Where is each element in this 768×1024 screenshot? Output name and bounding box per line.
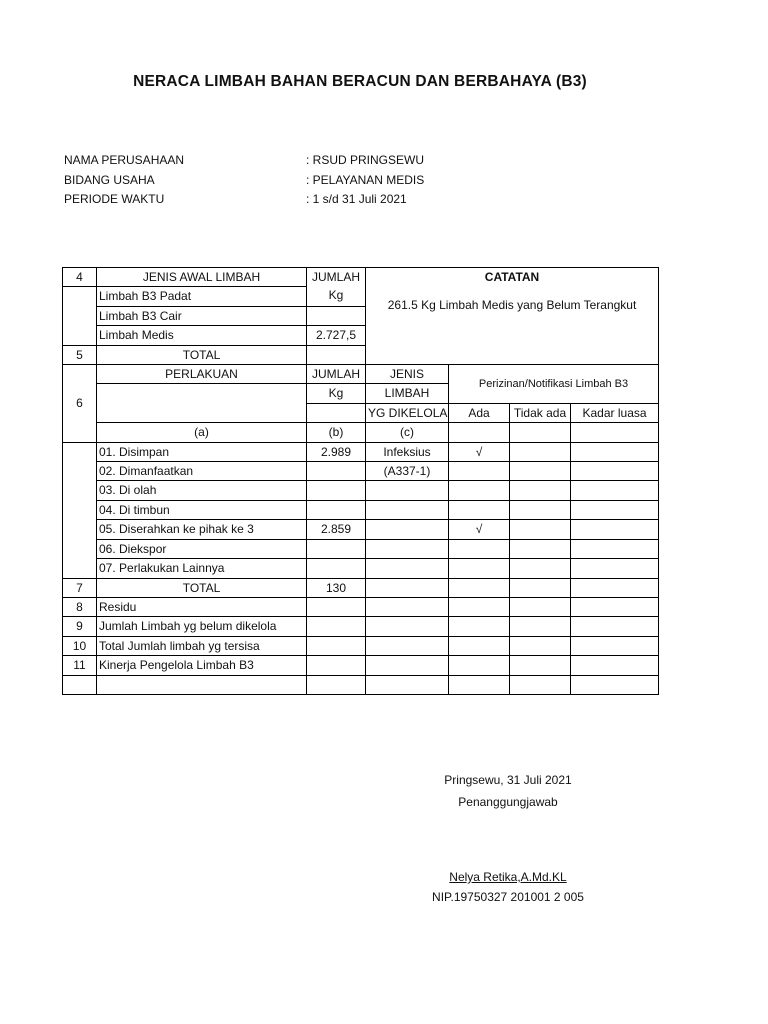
column-header-jenis-awal: JENIS AWAL LIMBAH <box>97 268 307 287</box>
blank-cell <box>449 423 510 442</box>
info-label: PERIODE WAKTU <box>64 192 165 206</box>
treatment-amount: 2.859 <box>307 520 366 539</box>
blank-cell <box>510 617 571 636</box>
blank-cell <box>97 675 307 694</box>
table-header-row <box>63 365 659 384</box>
blank-cell <box>510 462 571 481</box>
blank-cell <box>307 656 366 675</box>
table-row <box>63 636 659 655</box>
row-number: 5 <box>63 345 97 364</box>
treatment-amount: 2.989 <box>307 442 366 461</box>
blank-cell <box>571 500 659 519</box>
blank-cell <box>571 617 659 636</box>
table-row <box>63 520 659 539</box>
blank-cell <box>366 578 449 597</box>
blank-cell <box>63 675 97 694</box>
header-sub-c: (c) <box>366 423 449 442</box>
blank-cell <box>571 442 659 461</box>
row-number: 11 <box>63 656 97 675</box>
treatment-label: 04. Di timbun <box>97 500 307 519</box>
header-line: Kg <box>328 288 344 303</box>
blank-cell <box>510 636 571 655</box>
blank-cell <box>366 675 449 694</box>
blank-cell <box>510 442 571 461</box>
total-label: TOTAL <box>97 345 307 364</box>
header-line: JENIS <box>366 365 449 384</box>
signature-role: Penanggungjawab <box>458 795 558 809</box>
info-value: : 1 s/d 31 Juli 2021 <box>306 192 407 206</box>
table-row <box>63 539 659 558</box>
total-amount <box>307 345 366 364</box>
check-mark: √ <box>449 442 510 461</box>
header-line: Kg <box>307 384 366 403</box>
row-label: Kinerja Pengelola Limbah B3 <box>97 656 307 675</box>
treatment-amount <box>307 462 366 481</box>
blank-cell <box>449 675 510 694</box>
blank-cell <box>571 675 659 694</box>
treatment-waste-type <box>366 500 449 519</box>
blank-cell <box>449 656 510 675</box>
treatment-label: 07. Perlakukan Lainnya <box>97 559 307 578</box>
header-line: JUMLAH <box>311 270 360 284</box>
table-row <box>63 500 659 519</box>
total-label: TOTAL <box>97 578 307 597</box>
header-sub-a: (a) <box>97 423 307 442</box>
column-header-tidak-ada: Tidak ada <box>510 403 571 422</box>
table-row <box>63 656 659 675</box>
blank-cell <box>571 597 659 616</box>
row-label: Jumlah Limbah yg belum dikelola <box>97 617 307 636</box>
blank-cell <box>307 597 366 616</box>
treatment-label: 06. Diekspor <box>97 539 307 558</box>
treatment-label: 05. Diserahkan ke pihak ke 3 <box>97 520 307 539</box>
header-sub-b: (b) <box>307 423 366 442</box>
waste-amount <box>307 306 366 325</box>
header-line: LIMBAH <box>366 384 449 403</box>
info-value: : RSUD PRINGSEWU <box>306 153 425 167</box>
waste-type-label: Limbah B3 Padat <box>97 287 307 306</box>
catatan-note: 261.5 Kg Limbah Medis yang Belum Terangkut <box>387 298 637 313</box>
column-header-jumlah <box>307 268 366 307</box>
info-value: : PELAYANAN MEDIS <box>306 172 425 187</box>
treatment-waste-type <box>366 539 449 558</box>
check-mark <box>449 539 510 558</box>
treatment-amount <box>307 481 366 500</box>
blank-cell <box>449 636 510 655</box>
info-label: NAMA PERUSAHAAN <box>64 153 185 167</box>
blank-cell <box>366 636 449 655</box>
check-mark <box>449 481 510 500</box>
blank-cell <box>510 520 571 539</box>
treatment-amount <box>307 500 366 519</box>
blank-cell <box>510 675 571 694</box>
check-mark: √ <box>449 520 510 539</box>
table-row <box>63 617 659 636</box>
blank-cell <box>510 578 571 597</box>
row-number: 9 <box>63 617 97 636</box>
column-header-ada: Ada <box>449 403 510 422</box>
blank-cell <box>571 656 659 675</box>
blank-cell <box>510 500 571 519</box>
blank-cell <box>366 597 449 616</box>
row-number: 6 <box>63 365 97 443</box>
blank-cell <box>571 423 659 442</box>
blank-cell <box>63 287 97 345</box>
treatment-waste-type <box>366 559 449 578</box>
blank-cell <box>366 656 449 675</box>
catatan-cell <box>366 268 659 365</box>
row-label: Residu <box>97 597 307 616</box>
info-label: BIDANG USAHA <box>64 172 155 187</box>
blank-cell <box>449 597 510 616</box>
blank-cell <box>571 559 659 578</box>
check-mark <box>449 462 510 481</box>
blank-cell <box>571 636 659 655</box>
info-row-period <box>64 192 424 212</box>
total-row <box>63 578 659 597</box>
blank-cell <box>510 559 571 578</box>
row-number: 10 <box>63 636 97 655</box>
treatment-waste-type: Infeksius <box>366 442 449 461</box>
row-number: 4 <box>63 268 97 287</box>
blank-cell <box>97 384 307 423</box>
check-mark <box>449 500 510 519</box>
blank-cell <box>510 597 571 616</box>
company-info <box>64 153 424 212</box>
treatment-label: 03. Di olah <box>97 481 307 500</box>
treatment-waste-type <box>366 481 449 500</box>
info-row-company <box>64 153 424 173</box>
blank-cell <box>307 636 366 655</box>
blank-cell <box>510 423 571 442</box>
blank-cell <box>510 656 571 675</box>
blank-cell <box>63 442 97 578</box>
blank-cell <box>307 403 366 422</box>
waste-type-label: Limbah B3 Cair <box>97 306 307 325</box>
table-row <box>63 481 659 500</box>
table-header-row <box>63 268 659 287</box>
total-amount: 130 <box>307 578 366 597</box>
blank-cell <box>510 539 571 558</box>
signature-name: Nelya Retika,A.Md.KL <box>449 870 567 884</box>
waste-balance-table <box>62 267 659 695</box>
table-row <box>63 597 659 616</box>
blank-cell <box>307 617 366 636</box>
header-line: YG DIKELOLA <box>366 403 449 422</box>
check-mark <box>449 559 510 578</box>
treatment-waste-type: (A337-1) <box>366 462 449 481</box>
column-header-kadar-luasa: Kadar luasa <box>571 403 659 422</box>
row-number: 7 <box>63 578 97 597</box>
info-row-business <box>64 173 424 193</box>
blank-cell <box>571 578 659 597</box>
table-row <box>63 462 659 481</box>
treatment-label: 01. Disimpan <box>97 442 307 461</box>
table-row <box>63 442 659 461</box>
table-header-row <box>63 423 659 442</box>
row-number: 8 <box>63 597 97 616</box>
treatment-label: 02. Dimanfaatkan <box>97 462 307 481</box>
treatment-amount <box>307 559 366 578</box>
table-row <box>63 675 659 694</box>
waste-amount: 2.727,5 <box>307 326 366 345</box>
blank-cell <box>571 539 659 558</box>
blank-cell <box>571 481 659 500</box>
treatment-amount <box>307 539 366 558</box>
signature-nip: NIP.19750327 201001 2 005 <box>432 890 584 904</box>
column-header-perlakuan: PERLAKUAN <box>97 365 307 384</box>
table-row <box>63 559 659 578</box>
treatment-waste-type <box>366 520 449 539</box>
row-label: Total Jumlah limbah yg tersisa <box>97 636 307 655</box>
column-header-perizinan: Perizinan/Notifikasi Limbah B3 <box>449 365 659 404</box>
signature-place-date: Pringsewu, 31 Juli 2021 <box>444 773 572 787</box>
blank-cell <box>510 481 571 500</box>
blank-cell <box>366 617 449 636</box>
waste-type-label: Limbah Medis <box>97 326 307 345</box>
blank-cell <box>571 520 659 539</box>
catatan-header: CATATAN <box>484 270 540 284</box>
header-line: JUMLAH <box>307 365 366 384</box>
blank-cell <box>307 675 366 694</box>
blank-cell <box>571 462 659 481</box>
blank-cell <box>449 617 510 636</box>
document-title: NERACA LIMBAH BAHAN BERACUN DAN BERBAHAYA (B3) <box>133 73 587 90</box>
blank-cell <box>449 578 510 597</box>
